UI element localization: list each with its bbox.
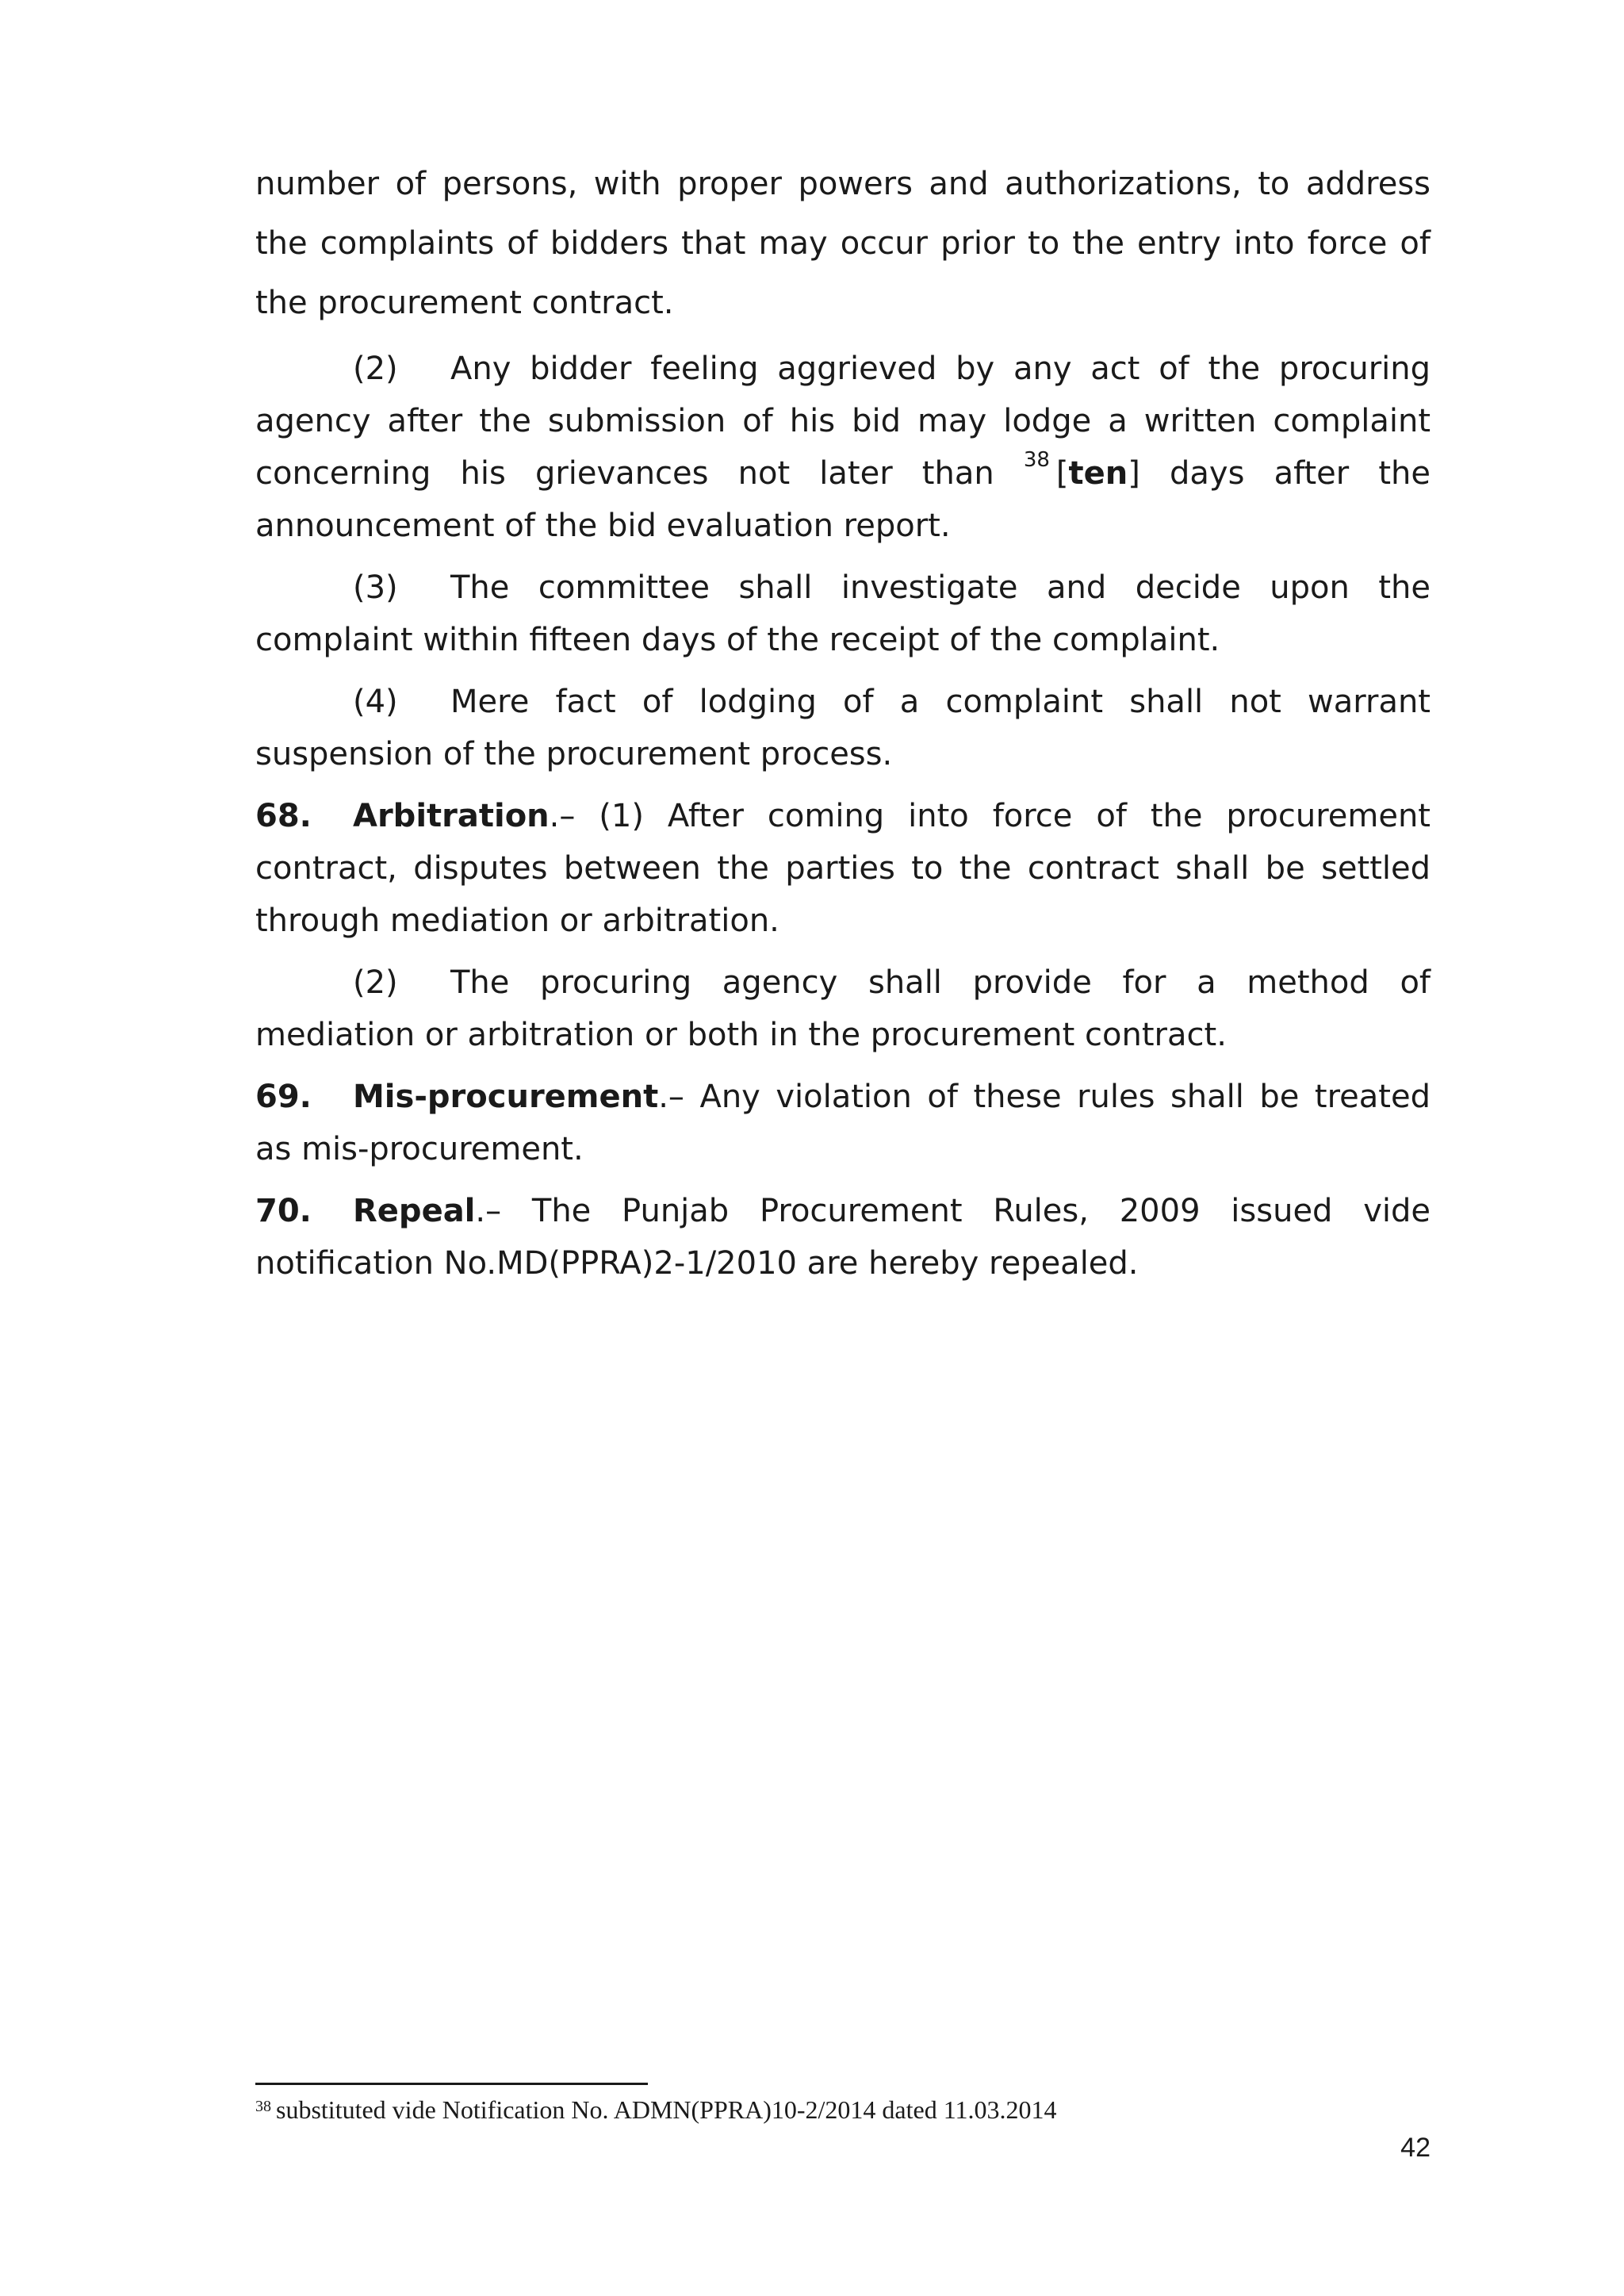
subrule-text: The procuring agency shall provide for a method of mediation or arbitration or both in the procurement contract. (255, 964, 1431, 1053)
rule-heading: Mis-procurement (353, 1079, 659, 1115)
rule-text: .– (1) After coming into force of the procurement contract, disputes between the parties to the contract shall be settled through mediation or arbitration. (255, 798, 1431, 939)
footnote-reference[interactable]: 38 (1023, 447, 1050, 472)
subrule-text-continued: days after the announcement of the bid evaluation report. (255, 455, 1431, 544)
footnote-marker: 38 (255, 2098, 271, 2115)
subrule-number: (2) (353, 964, 398, 1001)
subrule-number: (2) (353, 351, 398, 387)
document-body (255, 155, 1431, 1290)
bracket-close: ] (1128, 455, 1140, 492)
rule-67-subrule-4 (255, 676, 1431, 780)
subrule-number: (4) (353, 684, 398, 720)
rule-69 (255, 1071, 1431, 1175)
rule-68-subrule-2 (255, 956, 1431, 1061)
rule-text: .– The Punjab Procurement Rules, 2009 issued vide notification No.MD(PPRA)2-1/2010 are hereby repealed. (255, 1193, 1431, 1282)
intro-paragraph: number of persons, with proper powers and authorizations, to address the complaints of bidders that may occur prior to the entry into force of the procurement contract. (255, 166, 1431, 321)
amended-word: ten (1068, 455, 1128, 492)
subrule-text: The committee shall investigate and decide upon the complaint within fifteen days of the receipt of the complaint. (255, 569, 1431, 658)
subrule-text: Any bidder feeling aggrieved by any act of the procuring agency after the submission of his bid may lodge a written complaint concerning his grievances not later than (255, 351, 1431, 492)
rule-67-subrule-3 (255, 562, 1431, 666)
footnote-text: substituted vide Notification No. ADMN(PPRA)10-2/2014 dated 11.03.2014 (276, 2095, 1057, 2124)
subrule-number: (3) (353, 569, 398, 606)
rule-70 (255, 1185, 1431, 1290)
footnote (255, 2094, 1057, 2125)
rule-heading: Arbitration (353, 798, 550, 834)
page-number: 42 (1400, 2133, 1431, 2163)
rule-text: .– Any violation of these rules shall be treated as mis-procurement. (255, 1079, 1431, 1167)
bracket-open: [ (1055, 455, 1069, 492)
rule-67-subrule-2 (255, 343, 1431, 552)
subrule-text: Mere fact of lodging of a complaint shall not warrant suspension of the procurement process. (255, 684, 1431, 772)
rule-number: 68. (255, 798, 312, 834)
rule-number: 70. (255, 1193, 312, 1229)
footnote-separator (255, 2083, 648, 2085)
rule-number: 69. (255, 1079, 312, 1115)
rule-heading: Repeal (353, 1193, 476, 1229)
rule-68 (255, 790, 1431, 947)
